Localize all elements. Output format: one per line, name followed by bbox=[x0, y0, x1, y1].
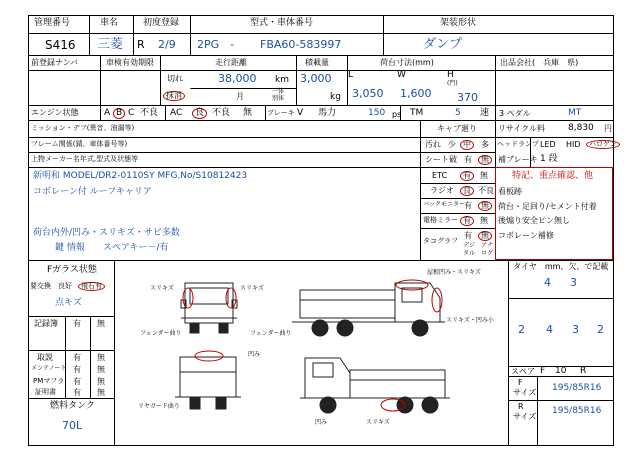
records-yes: 有 bbox=[73, 319, 81, 328]
dirt-label: 汚れ bbox=[425, 140, 441, 149]
recycle-label: リサイクル料 bbox=[498, 124, 545, 133]
model: 2PG - bbox=[197, 38, 235, 51]
recycle-value: 8,830 bbox=[568, 123, 594, 133]
cert-no: 無 bbox=[97, 388, 105, 397]
diag-suri-bottom: スリキズ bbox=[366, 419, 390, 426]
speed-label: 速 bbox=[480, 108, 490, 118]
records-label: 記録簿 bbox=[34, 319, 58, 328]
frame-label: フレーム関係(錆、車体番号等) bbox=[31, 140, 128, 148]
mission-label: ミッション・デフ(異音、油漏等) bbox=[31, 124, 135, 132]
tacho-no: 無 bbox=[478, 231, 492, 241]
dirt-low: 少 bbox=[448, 140, 456, 149]
spare-label: スペア bbox=[511, 367, 535, 376]
manual-yes: 有 bbox=[73, 353, 81, 362]
mileage-value: 38,000 bbox=[218, 72, 257, 85]
mgmt-no: S416 bbox=[45, 38, 76, 52]
pm-yes: 有 bbox=[73, 377, 81, 386]
upper-line-3: 荷台内外/凹み・スリキズ・サビ多数 bbox=[33, 228, 180, 238]
maker-label: 車名 bbox=[100, 18, 119, 28]
yen-unit: 円 bbox=[604, 124, 612, 133]
body-label: 架装形状 bbox=[440, 18, 477, 28]
back-no: 無 bbox=[478, 201, 492, 211]
tire-front-right: 3 bbox=[570, 276, 577, 289]
headlight-label: ヘッドランプ bbox=[497, 140, 539, 148]
brake-label: ブレーキ bbox=[267, 109, 295, 117]
diag-fender-right: フェンダー曲り bbox=[250, 330, 292, 337]
upper-line-4: 鍵 情報 スペアキー－/有 bbox=[55, 243, 169, 253]
radio-good: 良 bbox=[460, 186, 474, 196]
radio-bad: 不良 bbox=[478, 186, 494, 195]
etc-label: ETC bbox=[432, 171, 448, 180]
seat-no: 無 bbox=[478, 155, 492, 165]
hojo-value: 1 段 bbox=[540, 154, 558, 164]
diag-dent2: 凹み bbox=[315, 419, 328, 426]
diag-fender-left: フェンダー曲り bbox=[140, 330, 182, 337]
prev-plate-label: 前登録ナンバ bbox=[31, 58, 79, 67]
maker: 三菱 bbox=[97, 37, 124, 52]
front-size-label: サイズ bbox=[513, 388, 537, 397]
engine-label: エンジン状態 bbox=[31, 108, 79, 117]
tacho-ana: アナ bbox=[481, 242, 494, 249]
glass-replace: 要交換 bbox=[30, 282, 51, 290]
fuel-label: 燃料タンク bbox=[50, 401, 95, 411]
mgmt-no-label: 管理番号 bbox=[34, 18, 71, 28]
hei-value: 370 bbox=[457, 91, 478, 104]
dirt-mid: 中 bbox=[460, 140, 474, 150]
front-tire-size: 195/85R16 bbox=[552, 383, 602, 393]
rear-size-label: サイズ bbox=[513, 412, 537, 421]
back-monitor-label: バックモニター bbox=[423, 201, 466, 208]
kire-label: 切れ bbox=[167, 74, 183, 83]
hp-value: 150 bbox=[368, 108, 386, 118]
spare-f: F bbox=[540, 366, 546, 376]
tacho-log: ログ bbox=[481, 250, 494, 257]
len-L: L bbox=[348, 70, 354, 80]
ichitai-label: 一体 bbox=[272, 88, 285, 95]
first-reg: 2/9 bbox=[158, 38, 176, 51]
spare-r: R bbox=[580, 366, 587, 376]
upper-line-1: 新明和 MODEL/DR2-0110SY MFG.No/S10812423 bbox=[33, 171, 248, 181]
kg-unit: kg bbox=[330, 92, 341, 102]
headlight-halogen: ハロゲン bbox=[586, 140, 620, 149]
diag-roof: 屋根凹み・スリキズ bbox=[427, 269, 481, 276]
mente-label: メンテノート bbox=[31, 365, 67, 372]
brake-value: V bbox=[297, 108, 304, 118]
dirt-high: 多 bbox=[481, 140, 489, 149]
kyabu-label: キャブ廻り bbox=[437, 124, 477, 133]
load-value: 3,000 bbox=[300, 72, 332, 85]
note-1: 看板跡 bbox=[498, 187, 522, 196]
notes-title: 特記、重点確認、他 bbox=[512, 171, 594, 181]
mon-label: (門) bbox=[447, 80, 458, 87]
len-value: 3,050 bbox=[352, 87, 384, 100]
note-4: コボレーン補修 bbox=[498, 231, 554, 240]
records-no: 無 bbox=[97, 319, 105, 328]
diag-suri-right: スリキズ bbox=[240, 285, 264, 292]
etc-no: 無 bbox=[480, 171, 488, 180]
tire-rear-1: 2 bbox=[518, 323, 525, 336]
month-label: 月 bbox=[236, 92, 244, 101]
era: R bbox=[137, 38, 145, 51]
diag-suri-left: スリキズ bbox=[150, 285, 174, 292]
load-label: 積載量 bbox=[305, 58, 329, 67]
tacho-label: タコグラフ bbox=[423, 237, 458, 245]
tacho-digi: デジ bbox=[463, 242, 475, 249]
upper-maker-label: 上物メーカー名年式,型式及状態等 bbox=[31, 155, 139, 163]
diag-dent: 凹み bbox=[248, 351, 261, 358]
manual-no: 無 bbox=[97, 353, 105, 362]
engine-a: A bbox=[104, 108, 111, 118]
fuel-value: 70L bbox=[62, 419, 83, 432]
tire-rear-3: 3 bbox=[572, 323, 579, 336]
headlight-led: LED bbox=[540, 140, 556, 149]
mente-yes: 有 bbox=[73, 365, 81, 374]
glass-result: 点キズ bbox=[55, 298, 82, 308]
mt-value: MT bbox=[568, 108, 582, 118]
engine-b: B bbox=[113, 108, 125, 119]
upper-line-2: コボレーン付 ルーフキャリア bbox=[33, 187, 152, 197]
ps-unit: ps bbox=[392, 110, 402, 119]
tire-title: タイヤ mm、欠、で記載 bbox=[513, 262, 609, 271]
mileage-label: 走行距離 bbox=[215, 58, 247, 67]
glass-chip: 飛石有 bbox=[78, 282, 105, 291]
headlight-hid: HID bbox=[566, 140, 581, 149]
body-type: ダンプ bbox=[423, 37, 463, 52]
diag-rear-guard: リヤガード曲り bbox=[138, 403, 180, 410]
mirror-yes: 有 bbox=[460, 216, 474, 226]
note-2: 荷台・足回り/セメント付着 bbox=[498, 202, 597, 211]
spare-qty: 10 bbox=[555, 366, 567, 376]
wid-W: W bbox=[397, 70, 406, 80]
back-yes: 有 bbox=[464, 201, 472, 210]
first-reg-label: 初度登録 bbox=[143, 18, 180, 28]
tacho-yes: 有 bbox=[464, 231, 472, 240]
etc-yes: 有 bbox=[460, 171, 474, 181]
hp-label: 馬力 bbox=[318, 108, 337, 118]
hei-H: H bbox=[447, 70, 454, 80]
chassis-no: FBA60-583997 bbox=[260, 38, 342, 51]
tire-front-left: 4 bbox=[544, 276, 551, 289]
tire-rear-2: 4 bbox=[546, 323, 553, 336]
mirror-no: 無 bbox=[480, 216, 488, 225]
glass-title: Fガラス状態 bbox=[47, 265, 97, 275]
seat-label: シート破 bbox=[425, 155, 457, 164]
pm-label: PMマフラ bbox=[33, 377, 65, 385]
inspection-label: 車検有効期限 bbox=[106, 58, 154, 67]
dims-label: 荷台寸法(mm) bbox=[380, 58, 434, 67]
cert-yes: 有 bbox=[73, 388, 81, 397]
diag-side: スリキズ・凹み小 bbox=[446, 317, 494, 324]
tm-label: TM bbox=[410, 108, 424, 118]
engine-bad: 不良 bbox=[140, 108, 159, 118]
betsutai-label: 別体 bbox=[272, 95, 285, 102]
pm-no: 無 bbox=[97, 377, 105, 386]
front-size-f: F bbox=[518, 378, 523, 387]
ac-label: AC bbox=[170, 108, 183, 118]
pedal-label: 3 ペダル bbox=[499, 109, 531, 118]
wid-value: 1,600 bbox=[400, 87, 432, 100]
cert-label: 証明書 bbox=[35, 388, 56, 396]
ac-good: 良 bbox=[192, 108, 207, 119]
manual-label: 取説 bbox=[37, 353, 53, 362]
engine-c: C bbox=[128, 108, 135, 118]
km-unit: km bbox=[275, 75, 289, 85]
rear-tire-size: 195/85R16 bbox=[552, 406, 602, 416]
rear-size-r: R bbox=[518, 402, 524, 411]
seat-yes: 有 bbox=[464, 155, 472, 164]
note-3: 後煽り安全ピン無し bbox=[498, 216, 570, 225]
tm-value: 5 bbox=[455, 108, 461, 118]
ac-bad: 不良 bbox=[212, 108, 231, 118]
mirror-label: 電格ミラー bbox=[423, 216, 458, 224]
radio-label: ラジオ bbox=[430, 186, 454, 195]
glass-good: 良好 bbox=[58, 282, 72, 290]
masshou-label: 抹消 bbox=[163, 91, 185, 101]
ac-none: 無 bbox=[243, 108, 253, 118]
mente-no: 無 bbox=[97, 365, 105, 374]
hojo-label: 補ブレーキ bbox=[498, 155, 538, 164]
model-label: 型式・車体番号 bbox=[250, 18, 314, 28]
tacho-tal: タル bbox=[463, 250, 476, 257]
tire-rear-4: 2 bbox=[597, 323, 604, 336]
seller-label: 出品会社( 兵庫 県) bbox=[500, 58, 579, 67]
